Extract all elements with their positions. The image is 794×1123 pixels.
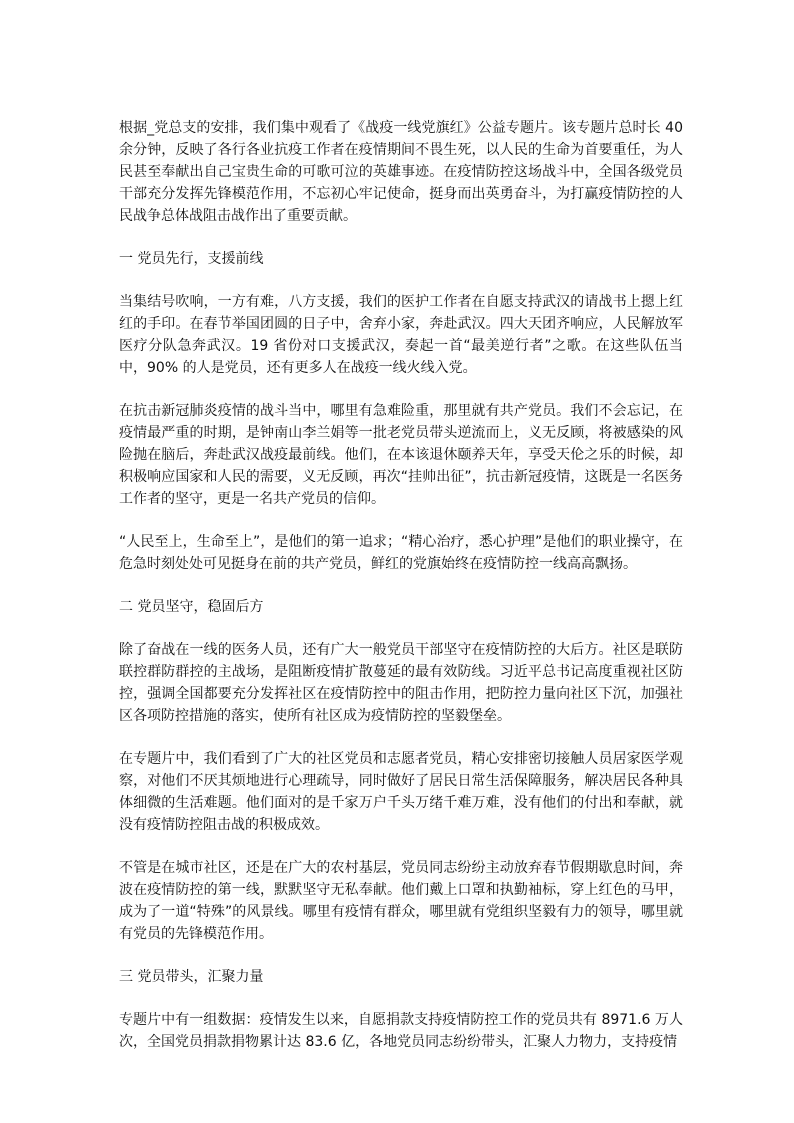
paragraph: 在抗击新冠肺炎疫情的战斗当中，哪里有急难险重，那里就有共产党员。我们不会忘记，在疫情最严重的时期，是钟南山李兰娟等一批老党员带头逆流而上，义无反顾，将被感染的风险抛在脑后，奔赴武汉战疫最前线。他们，在本该退休颐养天年，享受天伦之乐的时候，却积极响应国家和人民的需要，义无反顾，再次“挂帅出征”，抗击新冠疫情，这既是一名医务工作者的坚守，更是一名共产党员的信仰。 — [119, 403, 683, 507]
section-heading-3: 三 党员带头，汇聚力量 — [119, 969, 264, 985]
section-heading-1: 一 党员先行，支援前线 — [119, 251, 264, 267]
paragraph: “人民至上，生命至上”，是他们的第一追求；“精心治疗，悉心护理”是他们的职业操守，在危急时刻处处可见挺身在前的共产党员，鲜红的党旗始终在疫情防控一线高高飘扬。 — [119, 534, 683, 572]
document-body — [119, 117, 683, 1074]
paragraph: 当集结号吹响，一方有难，八方支援，我们的医护工作者在自愿支持武汉的请战书上摁上红红的手印。在春节举国团圆的日子中，舍弃小家，奔赴武汉。四大天团齐响应，人民解放军医疗分队急奔武汉。19 省份对口支援武汉，奏起一首“最美逆行者”之歌。在这些队伍当中，90% 的人是党员，还有更多人在战疫一线火线入党。 — [119, 294, 683, 376]
paragraph: 在专题片中，我们看到了广大的社区党员和志愿者党员，精心安排密切接触人员居家医学观察，对他们不厌其烦地进行心理疏导，同时做好了居民日常生活保障服务，解决居民各种具体细微的生活难题。他们面对的是千家万户千头万绪千难万难，没有他们的付出和奉献，就没有疫情防控阻击战的积极成效。 — [119, 751, 683, 833]
paragraph: 不管是在城市社区，还是在广大的农村基层，党员同志纷纷主动放弃春节假期歇息时间，奔波在疫情防控的第一线，默默坚守无私奉献。他们戴上口罩和执勤袖标，穿上红色的马甲，成为了一道“特殊”的风景线。哪里有疫情有群众，哪里就有党组织坚毅有力的领导，哪里就有党员的先锋模范作用。 — [119, 860, 683, 942]
paragraph: 专题片中有一组数据：疫情发生以来，自愿捐款支持疫情防控工作的党员共有 8971.6 万人次，全国党员捐款捐物累计达 83.6 亿，各地党员同志纷纷带头，汇聚人力物力，支持疫情 — [119, 1012, 683, 1050]
paragraph: 除了奋战在一线的医务人员，还有广大一般党员干部坚守在疫情防控的大后方。社区是联防联控群防群控的主战场，是阻断疫情扩散蔓延的最有效防线。习近平总书记高度重视社区防控，强调全国都要充分发挥社区在疫情防控中的阻击作用，把防控力量向社区下沉，加强社区各项防控措施的落实，使所有社区成为疫情防控的坚毅堡垒。 — [119, 642, 683, 724]
paragraph-intro: 根据_党总支的安排，我们集中观看了《战疫一线党旗红》公益专题片。该专题片总时长 40 余分钟，反映了各行各业抗疫工作者在疫情期间不畏生死，以人民的生命为首要重任，为人民甚至奉献出自己宝贵生命的可歌可泣的英雄事迹。在疫情防控这场战斗中，全国各级党员干部充分发挥先锋模范作用，不忘初心牢记使命，挺身而出英勇奋斗，为打赢疫情防控的人民战争总体战阻击战作出了重要贡献。 — [119, 120, 683, 224]
section-heading-2: 二 党员坚守，稳固后方 — [119, 599, 264, 615]
